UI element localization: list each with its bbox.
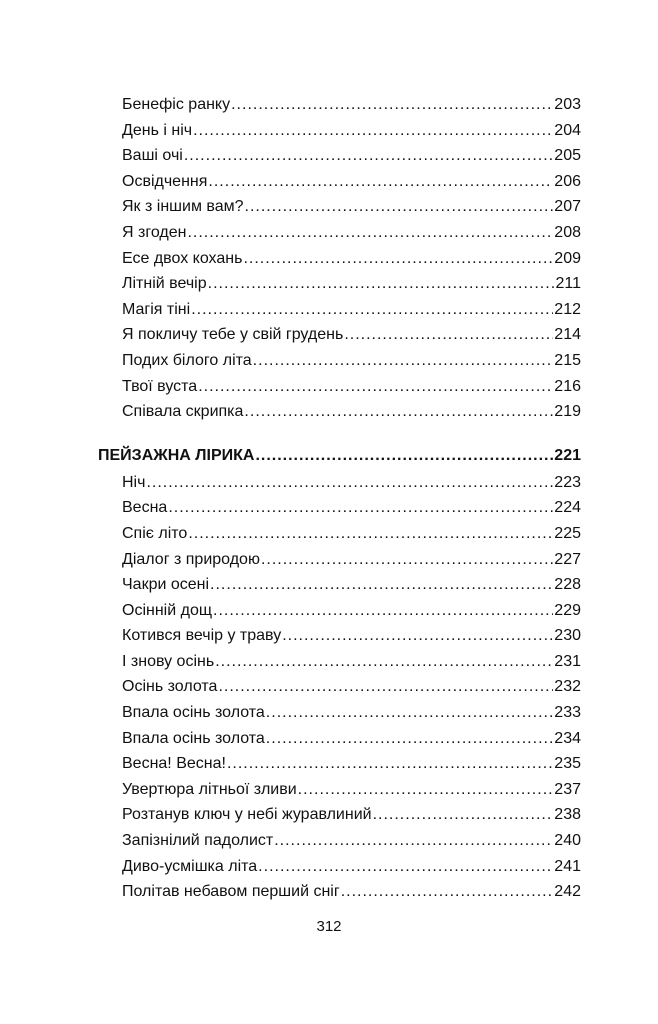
toc-entry bbox=[122, 374, 581, 400]
toc-leader-dots bbox=[298, 777, 554, 803]
toc-leader-dots bbox=[198, 374, 553, 400]
toc-leader-dots bbox=[213, 598, 553, 624]
toc-entry bbox=[122, 700, 581, 726]
toc-entry bbox=[122, 470, 581, 496]
toc-entry-title: Діалог з природою bbox=[122, 550, 260, 568]
toc-entry-title: Спіє літо bbox=[122, 524, 188, 542]
toc-entry bbox=[122, 246, 581, 272]
toc-entry bbox=[122, 143, 581, 169]
toc-entry-page: 227 bbox=[554, 550, 581, 568]
toc-entry-title: Політав небавом перший сніг bbox=[122, 883, 340, 901]
toc-entry-page: 231 bbox=[554, 652, 581, 670]
toc-leader-dots bbox=[261, 547, 553, 573]
toc-entry-title: Я згоден bbox=[122, 223, 187, 241]
toc-leader-dots bbox=[258, 854, 553, 880]
toc-leader-dots bbox=[282, 623, 553, 649]
toc-entry-page: 216 bbox=[554, 377, 581, 395]
toc-entry-page: 228 bbox=[554, 576, 581, 594]
toc-entry-page: 232 bbox=[554, 678, 581, 696]
toc-entry-page: 209 bbox=[554, 249, 581, 267]
toc-entry-title: Увертюра літньої зливи bbox=[122, 780, 297, 798]
toc-entry-page: 230 bbox=[554, 627, 581, 645]
toc-entry bbox=[122, 751, 581, 777]
toc-entry-title: Весна bbox=[122, 499, 168, 517]
toc-entry-page: 242 bbox=[554, 883, 581, 901]
toc-entry-page: 208 bbox=[554, 223, 581, 241]
toc-entry-page: 241 bbox=[554, 857, 581, 875]
toc-entry bbox=[122, 674, 581, 700]
toc-entry-page: 207 bbox=[554, 198, 581, 216]
toc-leader-dots bbox=[208, 271, 555, 297]
toc-entry-title: Ніч bbox=[122, 473, 146, 491]
toc-entry-page: 215 bbox=[554, 351, 581, 369]
toc-entry bbox=[122, 879, 581, 905]
toc-entry-title: Я покличу тебе у свій грудень bbox=[122, 326, 344, 344]
toc-entry-page: 238 bbox=[554, 806, 581, 824]
toc-leader-dots bbox=[274, 828, 553, 854]
toc-entry-page: 206 bbox=[554, 172, 581, 190]
toc-leader-dots bbox=[215, 649, 553, 675]
toc-entry-page: 211 bbox=[555, 275, 581, 293]
toc-entry bbox=[122, 220, 581, 246]
toc-entry bbox=[122, 348, 581, 374]
toc-entry-title: Співала скрипка bbox=[122, 403, 244, 421]
toc-entry bbox=[122, 495, 581, 521]
toc-entry-page: 212 bbox=[554, 300, 581, 318]
toc-entry-title: Розтанув ключ у небі журавлиний bbox=[122, 806, 372, 824]
toc-entry bbox=[122, 547, 581, 573]
toc-leader-dots bbox=[341, 879, 554, 905]
toc-leader-dots bbox=[208, 169, 553, 195]
toc-entry-page: 235 bbox=[554, 755, 581, 773]
toc-entry-title: День і ніч bbox=[122, 121, 193, 139]
toc-leader-dots bbox=[218, 674, 553, 700]
toc-entry-page: 240 bbox=[554, 832, 581, 850]
toc-entry-page: 229 bbox=[554, 601, 581, 619]
toc-leader-dots bbox=[266, 700, 554, 726]
toc-entry-title: І знову осінь bbox=[122, 652, 215, 670]
toc-leader-dots bbox=[193, 118, 553, 144]
toc-entry-page: 214 bbox=[554, 326, 581, 344]
toc-entry-title: Бенефіс ранку bbox=[122, 96, 231, 113]
toc-section-heading bbox=[98, 442, 581, 470]
toc-entry bbox=[122, 649, 581, 675]
toc-entry-page: 205 bbox=[554, 147, 581, 165]
toc-leader-dots bbox=[188, 521, 553, 547]
toc-entry-title: Котився вечір у траву bbox=[122, 627, 282, 645]
toc-entry bbox=[122, 777, 581, 803]
toc-entry bbox=[122, 169, 581, 195]
toc-leader-dots bbox=[244, 399, 553, 425]
toc-entry-title: Осінь золота bbox=[122, 678, 218, 696]
toc-entry-title: Магія тіні bbox=[122, 300, 191, 318]
toc-leader-dots bbox=[253, 348, 554, 374]
toc-leader-dots bbox=[184, 143, 553, 169]
toc-leader-dots bbox=[146, 470, 553, 496]
toc-entry bbox=[122, 828, 581, 854]
toc-entry bbox=[122, 854, 581, 880]
toc-entry-title: Подих білого літа bbox=[122, 351, 252, 369]
toc-entry bbox=[122, 194, 581, 220]
toc-entry-page: 223 bbox=[554, 473, 581, 491]
toc-entry-page: 203 bbox=[554, 96, 581, 113]
toc-entry-title: Есе двох кохань bbox=[122, 249, 243, 267]
table-of-contents bbox=[0, 92, 658, 905]
toc-entry-title: Ваші очі bbox=[122, 147, 183, 165]
toc-entry bbox=[122, 271, 581, 297]
toc-entry-page: 233 bbox=[554, 704, 581, 722]
toc-leader-dots bbox=[187, 220, 553, 246]
toc-entry-title: Впала осінь золота bbox=[122, 704, 265, 722]
toc-entry-page: 224 bbox=[554, 499, 581, 517]
toc-leader-dots bbox=[168, 495, 553, 521]
toc-leader-dots bbox=[373, 802, 554, 828]
toc-entry-title: Чакри осені bbox=[122, 576, 210, 594]
toc-leader-dots bbox=[231, 92, 553, 118]
toc-leader-dots bbox=[344, 322, 553, 348]
toc-entry bbox=[122, 322, 581, 348]
toc-entry bbox=[122, 118, 581, 144]
toc-entry-page: 237 bbox=[554, 780, 581, 798]
toc-section-title: ПЕЙЗАЖНА ЛІРИКА bbox=[98, 446, 255, 464]
toc-leader-dots bbox=[191, 297, 553, 323]
toc-leader-dots bbox=[227, 751, 553, 777]
toc-leader-dots bbox=[243, 246, 553, 272]
toc-leader-dots bbox=[245, 194, 554, 220]
toc-entry-title: Літній вечір bbox=[122, 275, 207, 293]
toc-entry-page: 204 bbox=[554, 121, 581, 139]
toc-entry bbox=[122, 297, 581, 323]
toc-entry-title: Весна! Весна! bbox=[122, 755, 226, 773]
page-number: 312 bbox=[316, 918, 342, 935]
toc-entry bbox=[122, 572, 581, 598]
toc-entry bbox=[122, 726, 581, 752]
toc-leader-dots bbox=[255, 442, 553, 470]
toc-entry-title: Осінній дощ bbox=[122, 601, 213, 619]
toc-entry bbox=[122, 598, 581, 624]
toc-entry-title: Впала осінь золота bbox=[122, 729, 265, 747]
toc-entry bbox=[122, 92, 581, 118]
toc-entry bbox=[122, 802, 581, 828]
toc-entry-title: Твої вуста bbox=[122, 377, 198, 395]
toc-entry bbox=[122, 521, 581, 547]
toc-entry bbox=[122, 399, 581, 425]
toc-entry-title: Освідчення bbox=[122, 172, 208, 190]
toc-entry-title: Як з іншим вам? bbox=[122, 198, 244, 216]
toc-entry-page: 219 bbox=[554, 403, 581, 421]
toc-entry-page: 225 bbox=[554, 524, 581, 542]
toc-entry-title: Запізнілий падолист bbox=[122, 832, 274, 850]
toc-leader-dots bbox=[266, 726, 554, 752]
toc-section-page: 221 bbox=[554, 446, 581, 464]
toc-leader-dots bbox=[210, 572, 553, 598]
toc-entry-title: Диво-усмішка літа bbox=[122, 857, 258, 875]
toc-entry bbox=[122, 623, 581, 649]
toc-entry-page: 234 bbox=[554, 729, 581, 747]
